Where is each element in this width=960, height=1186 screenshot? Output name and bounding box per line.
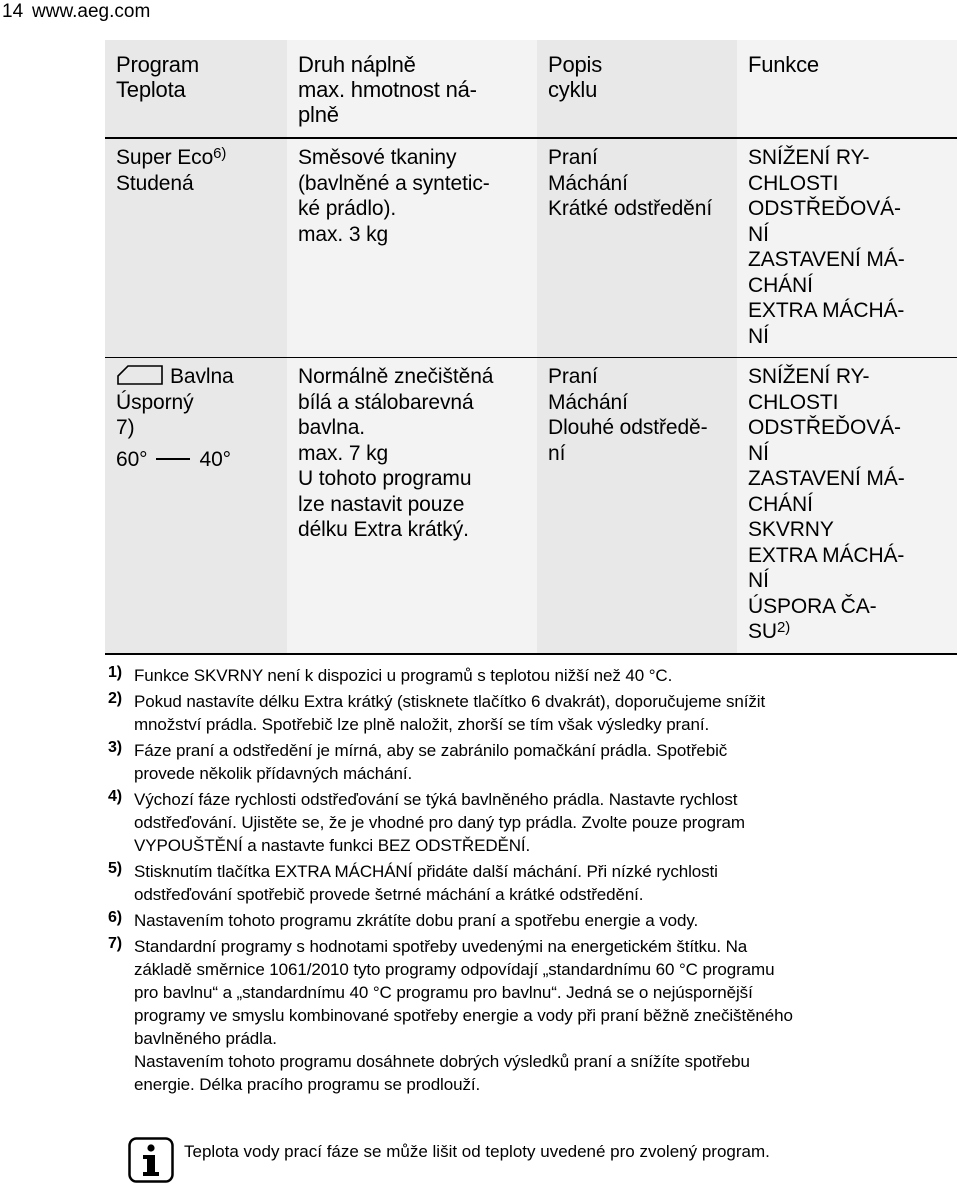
load-cell: Směsové tkaniny (bavlněné a syntetic- ké prádlo). max. 3 kg xyxy=(287,138,537,358)
header-cycle: Popis cyklu xyxy=(537,40,737,138)
detergent-tray-icon xyxy=(116,364,164,386)
program-table xyxy=(105,40,957,655)
table-row xyxy=(105,138,957,358)
page-header xyxy=(0,0,150,24)
info-text: Teplota vody prací fáze se může lišit od teploty uvedené pro zvolený program. xyxy=(184,1142,770,1161)
footnote: 3) Fáze praní a odstředění je mírná, aby se zabránilo pomačkání prádla. Spotřebič provede několik přídavných máchání. xyxy=(108,739,728,783)
footnote: 4) Výchozí fáze rychlosti odstřeďování se týká bavlněného prádla. Nastavte rychlost odstřeďování. Ujistěte se, že je vhodné pro daný typ prádla. Zvolte pouze program VYPOUŠTĚNÍ a nastavte funkci BEZ ODSTŘEDĚNÍ. xyxy=(108,788,745,855)
functions-cell: SNÍŽENÍ RY- CHLOSTI ODSTŘEĎOVÁ- NÍ ZASTAVENÍ MÁ- CHÁNÍ EXTRA MÁCHÁ- NÍ xyxy=(737,138,957,358)
header-functions: Funkce xyxy=(737,40,957,138)
functions-cell: SNÍŽENÍ RY- CHLOSTI ODSTŘEĎOVÁ- NÍ ZASTAVENÍ MÁ- CHÁNÍ SKVRNY EXTRA MÁCHÁ- NÍ ÚSPORA ČA- SU$^{2)}$ xyxy=(737,358,957,654)
program-cell: Bavlna Úsporný 7) 60 ° 40 ° xyxy=(105,358,287,654)
footnotes xyxy=(108,664,956,1099)
info-icon xyxy=(128,1137,174,1183)
footnote: 1) Funkce SKVRNY není k dispozici u programů s teplotou nižší než 40 °C. xyxy=(108,664,673,685)
cycle-cell: Praní Máchání Krátké odstředění xyxy=(537,138,737,358)
load-cell: Normálně znečištěná bílá a stálobarevná bavlna. max. 7 kg U tohoto programu lze nastavit pouze délku Extra krátký. xyxy=(287,358,537,654)
header-program: Program Teplota xyxy=(105,40,287,138)
site-url: www.aeg.com xyxy=(32,1,151,22)
cycle-cell: Praní Máchání Dlouhé odstředě- ní xyxy=(537,358,737,654)
footnote: 2) Pokud nastavíte délku Extra krátký (stisknete tlačítko 6 dvakrát), doporučujeme snížit množství prádla. Spotřebič lze plně naložit, zhorší se tím však výsledky praní. xyxy=(108,690,766,734)
temperature-range: 60 ° 40 ° xyxy=(116,447,231,471)
info-note xyxy=(128,1137,948,1183)
program-cell: Super Eco$^{6)}$ Studená xyxy=(105,138,287,358)
range-dash xyxy=(156,458,190,460)
page-number: 14 xyxy=(2,1,24,22)
table-header-row xyxy=(105,40,957,138)
footnote: 6) Nastavením tohoto programu zkrátíte dobu praní a spotřebu energie a vody. xyxy=(108,909,699,930)
footnote: 7) Standardní programy s hodnotami spotřeby uvedenými na energetickém štítku. Na základě směrnice 1061/2010 tyto programy odpovídají „standardnímu 60 °C programu pro bavlnu“ a „standardnímu 40 °C programu pro bavlnu“. Jedná se o nejúspornější programy ve smyslu kombinované spotřeby energie a vody při praní běžně znečištěného bavlněného prádla. Nastavením tohoto programu dosáhnete dobrých výsledků praní a snížíte spotřebu energie. Délka pracího programu se prodlouží. xyxy=(108,935,793,1094)
footnote: 5) Stisknutím tlačítka EXTRA MÁCHÁNÍ přidáte další máchání. Při nízké rychlosti odstřeďování spotřebič provede šetrné máchání a krátké odstředění. xyxy=(108,860,718,904)
table-row xyxy=(105,358,957,654)
header-load: Druh náplně max. hmotnost ná- plně xyxy=(287,40,537,138)
